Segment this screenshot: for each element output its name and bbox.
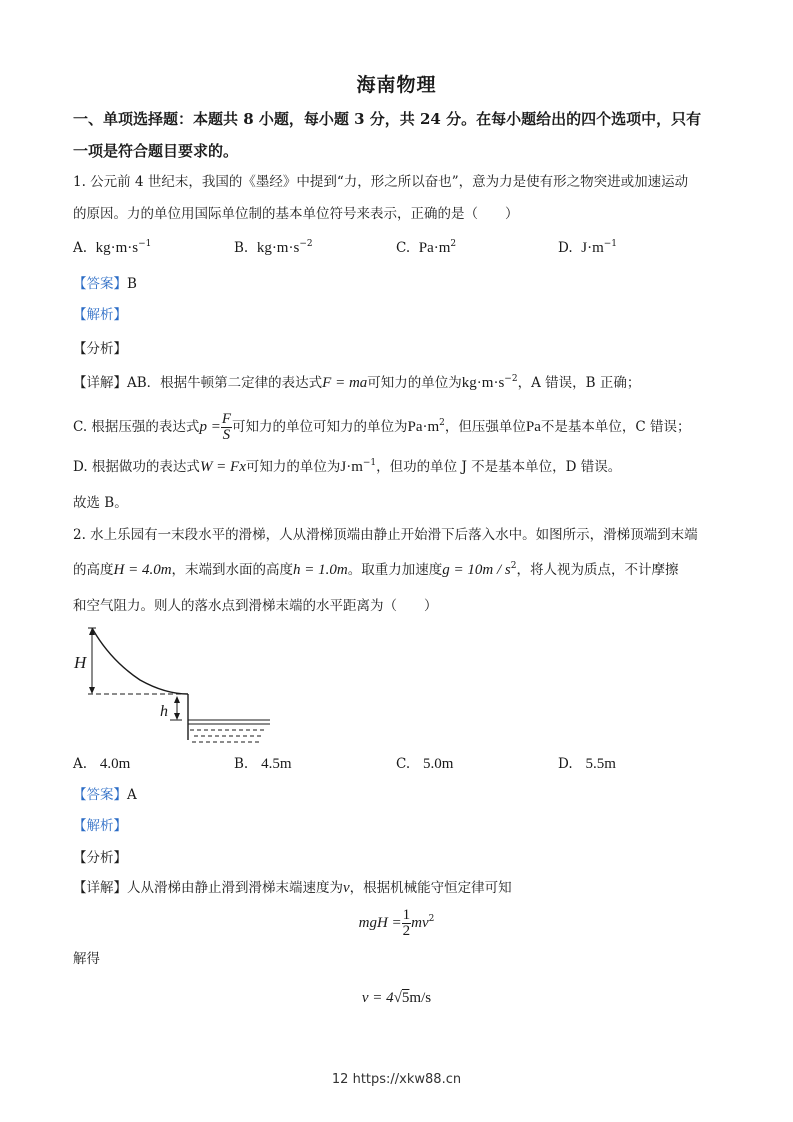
q2-analysis-tag: 【解析】 [73,818,127,834]
q1-stem-line2: 的原因。力的单位用国际单位制的基本单位符号来表示，正确的是（ ） [73,206,519,222]
q2-stem-line1: 2. 水上乐园有一末段水平的滑梯，人从滑梯顶端由静止开始滑下后落入水中。如图所示，滑梯顶端到末端 [73,527,698,543]
q2-option-c: C. 5.0m [396,756,454,772]
page-footer: 12 https://xkw88.cn [331,1072,462,1087]
q1-detail-line2: C. 根据压强的表达式p = $\frac{F}{S}$ 可知力的单位可知力的单位为$Pa\cdot m^2$，但压强单位Pa不是基本单位，C 错误； [73,411,691,443]
section-heading-line1: 一、单项选择题：本题共 8 小题，每小题 3 分，共 24 分。在每小题给出的四个选项中，只有 [73,110,702,128]
q2-detail-line1: 【详解】人从滑梯由静止滑到滑梯末端速度为v，根据机械能守恒定律可知 [73,880,512,896]
q2-option-a: A. 4.0m [73,756,131,772]
q1-option-c: C. $Pa\cdot m^2$ [396,239,457,256]
q1-detail-line3: D. 根据做功的表达式W = Fx可知力的单位为$J\cdot m^{-1}$，但功的单位 J 不是基本单位，D 错误。 [73,458,622,475]
q1-option-b: B. $kg\cdot m\cdot s^{-2}$ [234,239,313,256]
q1-answer: 【答案】B [73,276,137,292]
q1-analysis-tag: 【解析】 [73,307,127,323]
slide-diagram [70,620,280,750]
q1-conclusion: 故选 B。 [73,495,128,511]
q1-stem-line1: 1. 公元前 4 世纪末，我国的《墨经》中提到“力，形之所以奋也”，意为力是使有形之物突进或加速运动 [73,174,689,190]
q1-option-d: D. $J\cdot m^{-1}$ [558,239,618,256]
page-title: 海南物理 [356,74,437,96]
q1-option-a: A. $kg\cdot m\cdot s^{-1}$ [73,239,152,256]
label-h: h [160,703,168,720]
section-heading-line2: 一项是符合题目要求的。 [73,142,239,160]
q2-option-d: D. 5.5m [558,756,616,772]
label-H: H [74,653,87,672]
q2-solve-label: 解得 [73,951,100,967]
q2-option-b: B. 4.5m [234,756,292,772]
q2-stem-line2: 的高度H = 4.0m，末端到水面的高度h = 1.0m。取重力加速度$g = 10m / s^2$，将人视为质点，不计摩擦 [73,561,679,578]
q2-answer: 【答案】A [73,787,137,803]
q2-fenxi-tag: 【分析】 [73,850,127,866]
q1-fenxi-tag: 【分析】 [73,341,127,357]
q1-detail-line1: 【详解】AB．根据牛顿第二定律的表达式F = ma可知力的单位为$kg\cdot m\cdot s^{-2}$，A 错误，B 正确； [73,374,641,391]
q2-stem-line3: 和空气阻力。则人的落水点到滑梯末端的水平距离为（ ） [73,598,438,614]
q2-equation-2: v = 4√5m/s [361,990,432,1006]
q2-equation-1: mgH = $\frac{1}{2}$ $mv^2$ [358,906,435,939]
